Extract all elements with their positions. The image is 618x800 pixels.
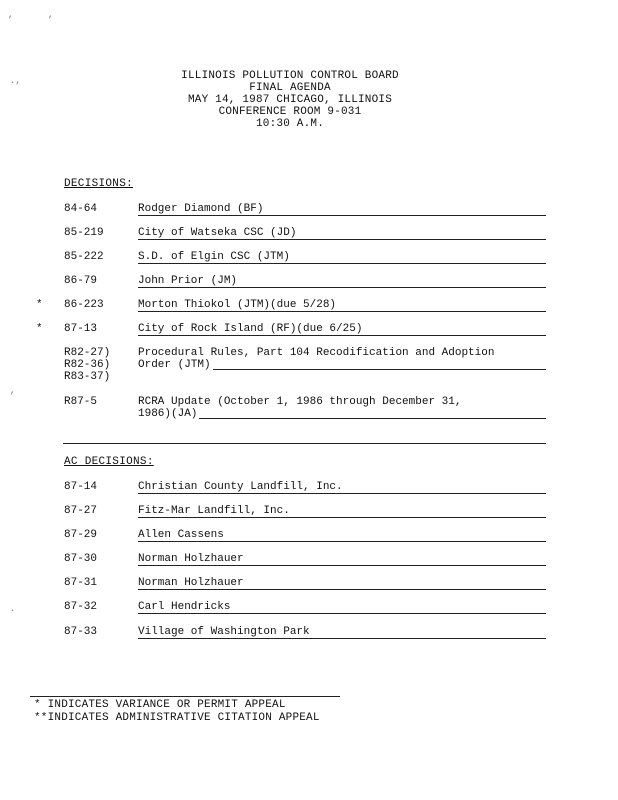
case-numbers xyxy=(64,347,110,383)
case-number: 87-30 xyxy=(64,553,98,565)
scan-mark: . xyxy=(10,604,16,614)
ac-decision-item xyxy=(0,505,618,519)
decision-item xyxy=(0,275,618,289)
case-number: 87-13 xyxy=(64,323,98,335)
case-number: R82-27) xyxy=(64,347,111,359)
meeting-date-location: MAY 14, 1987 CHICAGO, ILLINOIS xyxy=(187,94,393,106)
ac-decision-item xyxy=(0,553,618,567)
meeting-time: 10:30 A.M. xyxy=(255,118,324,130)
case-title: S.D. of Elgin CSC (JTM) xyxy=(138,251,290,263)
case-title: City of Rock Island (RF)(due 6/25) xyxy=(138,323,363,335)
fill-line xyxy=(138,311,546,312)
case-number: 86-79 xyxy=(64,275,98,287)
case-title: City of Watseka CSC (JD) xyxy=(138,227,297,239)
case-title: Village of Washington Park xyxy=(138,626,310,638)
case-number: 87-32 xyxy=(64,601,98,613)
decision-item xyxy=(0,203,618,217)
case-title: Christian County Landfill, Inc. xyxy=(138,481,343,493)
case-number: R83-37) xyxy=(64,371,111,383)
conference-room: CONFERENCE ROOM 9-031 xyxy=(218,106,362,118)
case-title: Fitz-Mar Landfill, Inc. xyxy=(138,505,290,517)
board-name: ILLINOIS POLLUTION CONTROL BOARD xyxy=(181,70,399,82)
case-number: 85-222 xyxy=(64,251,104,263)
decisions-heading: DECISIONS: xyxy=(64,178,134,190)
scan-mark: , xyxy=(10,386,16,396)
scan-mark: ., xyxy=(10,76,21,86)
case-number: R87-5 xyxy=(64,396,98,408)
fill-line xyxy=(138,517,546,518)
agenda-header xyxy=(140,70,440,130)
ac-decision-item xyxy=(0,577,618,591)
case-number: 87-29 xyxy=(64,529,98,541)
case-title: Norman Holzhauer xyxy=(138,553,244,565)
case-number: R82-36) xyxy=(64,359,111,371)
footnote-citation: **INDICATES ADMINISTRATIVE CITATION APPEAL xyxy=(34,712,320,724)
decision-item xyxy=(0,227,618,241)
case-number: 86-223 xyxy=(64,299,104,311)
fill-line xyxy=(138,239,546,240)
case-title: Allen Cassens xyxy=(138,529,224,541)
case-title: John Prior (JM) xyxy=(138,275,238,287)
case-title: Norman Holzhauer xyxy=(138,577,244,589)
decision-item xyxy=(0,323,618,337)
ac-decision-item xyxy=(0,481,618,495)
fill-line xyxy=(138,287,546,288)
case-title-line-2: Order (JTM) xyxy=(138,359,211,371)
case-number: 87-14 xyxy=(64,481,98,493)
fill-line xyxy=(138,565,546,566)
case-title: Rodger Diamond (BF) xyxy=(138,203,264,215)
case-number: 84-64 xyxy=(64,203,98,215)
case-title-line-2: 1986)(JA) xyxy=(138,408,198,420)
decision-item xyxy=(0,299,618,313)
appeal-marker: * xyxy=(36,323,43,335)
fill-line xyxy=(138,263,546,264)
case-number: 87-27 xyxy=(64,505,98,517)
scan-mark: , xyxy=(8,10,14,20)
case-title: Morton Thiokol (JTM)(due 5/28) xyxy=(138,299,337,311)
section-divider xyxy=(63,443,546,444)
case-number: 87-33 xyxy=(64,626,98,638)
case-title-line-2-wrap xyxy=(138,408,546,420)
fill-line xyxy=(138,493,546,494)
ac-decisions-heading: AC DECISIONS: xyxy=(64,456,154,468)
ac-decision-item xyxy=(0,626,618,640)
case-numbers xyxy=(64,396,97,408)
case-title-line-1: Procedural Rules, Part 104 Recodification and Adoption xyxy=(138,347,495,359)
case-title: Carl Hendricks xyxy=(138,601,231,613)
fill-line xyxy=(138,335,546,336)
footer-rule xyxy=(30,696,340,697)
fill-line xyxy=(138,215,546,216)
case-number: 87-31 xyxy=(64,577,98,589)
ac-decision-item xyxy=(0,529,618,543)
decision-item xyxy=(0,251,618,265)
case-title-line-2-wrap xyxy=(138,359,546,371)
footnote-variance: * INDICATES VARIANCE OR PERMIT APPEAL xyxy=(34,699,286,711)
case-number: 85-219 xyxy=(64,227,104,239)
agenda-type: FINAL AGENDA xyxy=(249,82,331,94)
case-title-line-1: RCRA Update (October 1, 1986 through December 31, xyxy=(138,396,462,408)
fill-line xyxy=(138,589,546,590)
fill-line xyxy=(138,541,546,542)
fill-line xyxy=(138,613,546,614)
appeal-marker: * xyxy=(36,299,43,311)
ac-decision-item xyxy=(0,601,618,615)
fill-line xyxy=(138,638,546,639)
scan-mark: , xyxy=(48,10,54,20)
